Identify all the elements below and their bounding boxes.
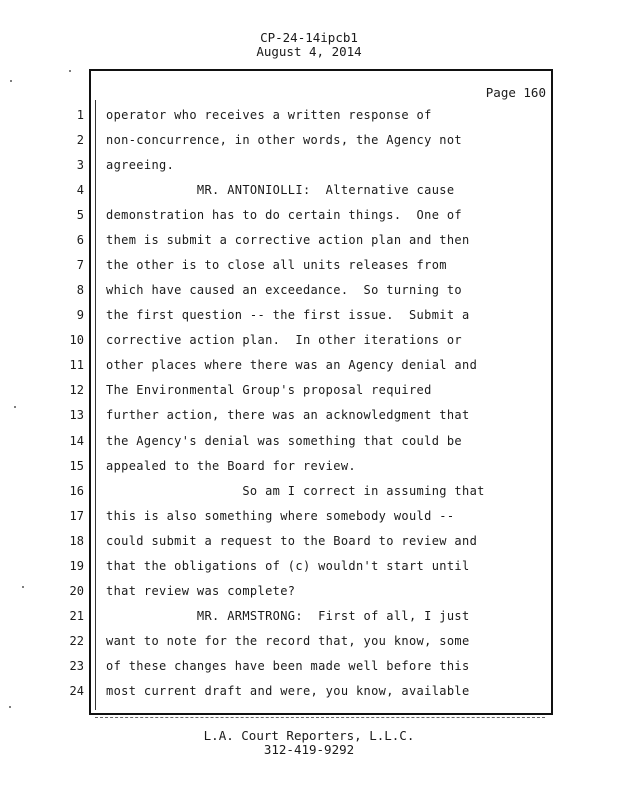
transcript-line: want to note for the record that, you know, some bbox=[106, 634, 470, 648]
transcript-line: could submit a request to the Board to review and bbox=[106, 534, 478, 548]
transcript-line: corrective action plan. In other iterations or bbox=[106, 333, 463, 347]
line-number: 21 bbox=[69, 609, 84, 623]
scan-speck bbox=[10, 80, 12, 82]
line-number: 4 bbox=[76, 183, 84, 197]
transcript-line: of these changes have been made well before this bbox=[106, 659, 470, 673]
transcript-line: them is submit a corrective action plan and then bbox=[106, 233, 470, 247]
transcript-line: MR. ARMSTRONG: First of all, I just bbox=[106, 609, 470, 623]
line-number: 13 bbox=[69, 408, 84, 422]
transcript-line: that the obligations of (c) wouldn't start until bbox=[106, 559, 470, 573]
transcript-line: most current draft and were, you know, available bbox=[106, 684, 470, 698]
transcript-line: MR. ANTONIOLLI: Alternative cause bbox=[106, 183, 455, 197]
transcript-footer bbox=[0, 729, 618, 757]
line-number: 14 bbox=[69, 434, 84, 448]
transcript-line: other places where there was an Agency denial and bbox=[106, 358, 478, 372]
transcript-line: which have caused an exceedance. So turning to bbox=[106, 283, 463, 297]
line-number: 16 bbox=[69, 484, 84, 498]
transcript-line: So am I correct in assuming that bbox=[106, 484, 485, 498]
bottom-rule bbox=[95, 717, 545, 718]
scan-speck bbox=[69, 70, 71, 72]
line-number: 23 bbox=[69, 659, 84, 673]
line-number: 17 bbox=[69, 509, 84, 523]
transcript-line: operator who receives a written response of bbox=[106, 108, 432, 122]
line-number: 24 bbox=[69, 684, 84, 698]
transcript-line: the Agency's denial was something that could be bbox=[106, 434, 463, 448]
page-number: Page 160 bbox=[485, 85, 546, 100]
line-number: 8 bbox=[76, 283, 84, 297]
transcript-date: August 4, 2014 bbox=[256, 44, 362, 59]
transcript-line: demonstration has to do certain things. One of bbox=[106, 208, 463, 222]
line-number: 22 bbox=[69, 634, 84, 648]
line-number: 20 bbox=[69, 584, 84, 598]
case-number: CP-24-14ipcb1 bbox=[260, 30, 358, 45]
scan-speck bbox=[14, 406, 16, 408]
line-number: 18 bbox=[69, 534, 84, 548]
line-number: 15 bbox=[69, 459, 84, 473]
court-reporter-phone: 312-419-9292 bbox=[263, 742, 355, 757]
transcript-line: this is also something where somebody would -- bbox=[106, 509, 455, 523]
line-number: 11 bbox=[69, 358, 84, 372]
transcript-line: non-concurrence, in other words, the Agency not bbox=[106, 133, 463, 147]
line-number: 9 bbox=[76, 308, 84, 322]
line-number: 1 bbox=[76, 108, 84, 122]
line-number: 5 bbox=[76, 208, 84, 222]
line-number: 19 bbox=[69, 559, 84, 573]
line-number: 10 bbox=[69, 333, 84, 347]
transcript-line: the other is to close all units releases from bbox=[106, 258, 447, 272]
line-number: 7 bbox=[76, 258, 84, 272]
scan-speck bbox=[22, 586, 24, 588]
line-number: 6 bbox=[76, 233, 84, 247]
margin-rule bbox=[95, 100, 96, 710]
transcript-line: appealed to the Board for review. bbox=[106, 459, 356, 473]
court-reporter-company: L.A. Court Reporters, L.L.C. bbox=[203, 728, 415, 743]
scan-speck bbox=[9, 706, 11, 708]
transcript-line: The Environmental Group's proposal required bbox=[106, 383, 432, 397]
line-number: 2 bbox=[76, 133, 84, 147]
transcript-line: further action, there was an acknowledgment that bbox=[106, 408, 470, 422]
line-number: 12 bbox=[69, 383, 84, 397]
line-number: 3 bbox=[76, 158, 84, 172]
transcript-line: the first question -- the first issue. Submit a bbox=[106, 308, 470, 322]
transcript-header bbox=[0, 31, 618, 59]
transcript-line: that review was complete? bbox=[106, 584, 296, 598]
transcript-line: agreeing. bbox=[106, 158, 175, 172]
